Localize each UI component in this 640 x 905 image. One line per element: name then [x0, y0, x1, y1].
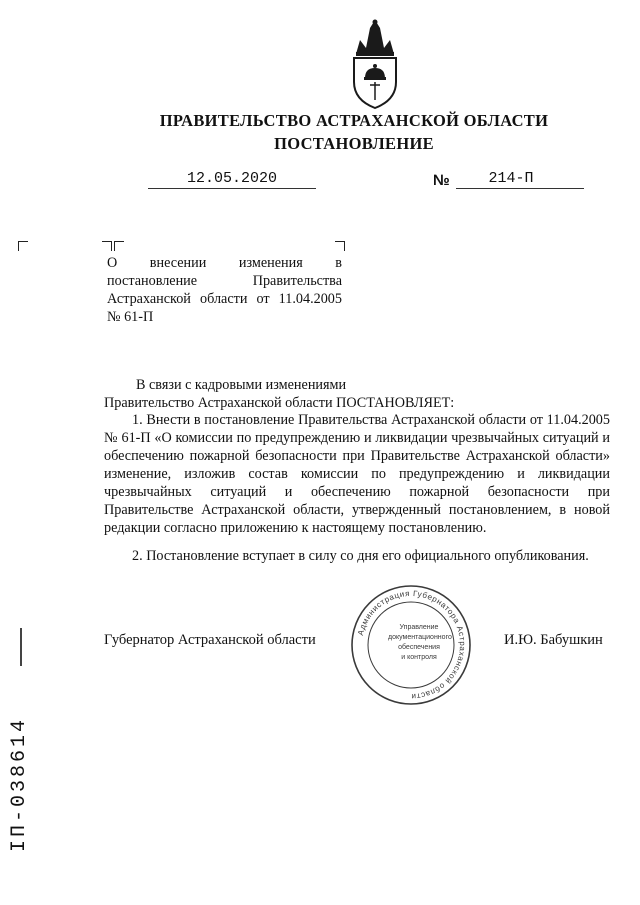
intro-line-1: В связи с кадровыми изменениями: [136, 377, 347, 393]
signatory-position: Губернатор Астраханской области: [104, 632, 316, 648]
paragraph-2: 2. Постановление вступает в силу со дня его официального опубликования.: [132, 548, 589, 564]
document-subject: О внесении изменения в постановление Правительства Астраханской области от 11.04.2005 № 61-П: [107, 255, 342, 325]
document-type: ПОСТАНОВЛЕНИЕ: [274, 134, 434, 153]
signatory-name: И.Ю. Бабушкин: [504, 632, 603, 648]
number-label: №: [433, 172, 450, 189]
organization-name: ПРАВИТЕЛЬСТВО АСТРАХАНСКОЙ ОБЛАСТИ: [159, 111, 549, 130]
registration-number: ІП-038614: [8, 716, 31, 852]
stamp-inner-line-3: обеспечения: [398, 644, 440, 651]
date-underline: [148, 188, 316, 189]
margin-bar: [20, 628, 22, 666]
number-underline: [456, 188, 584, 189]
subject-corner-mark-left-inner: [114, 241, 124, 251]
intro-line-2: Правительство Астраханской области ПОСТАНОВЛЯЕТ:: [104, 395, 455, 411]
subject-corner-mark-right: [335, 241, 345, 251]
stamp-inner-line-2: документационного: [388, 634, 452, 641]
margin-corner-mark: [18, 241, 28, 251]
stamp-ring-text: Администрация Губернатора Астраханской области: [355, 588, 468, 702]
document-number: 214-П: [488, 170, 534, 187]
stamp-inner-line-1: Управление: [399, 624, 439, 631]
paragraph-1: 1. Внести в постановление Правительства Астраханской области от 11.04.2005 № 61-П «О комиссии по предупреждению и ликвидации чрезвычайных ситуаций и обеспечению пожарной безопасности при Правительстве Астраханской области» изменение, изложив состав комиссии по предупреждению и ликвидации чрезвычайных ситуаций и обеспечению пожарной безопасности при Правительстве Астраханской области, утвержденный постановлением, в новой редакции согласно приложению к настоящему постановлению.: [104, 412, 610, 536]
coat-of-arms-emblem: [344, 18, 406, 110]
subject-corner-mark-left: [102, 241, 112, 251]
stamp-inner-line-4: и контроля: [401, 654, 437, 661]
document-date: 12.05.2020: [186, 170, 277, 187]
